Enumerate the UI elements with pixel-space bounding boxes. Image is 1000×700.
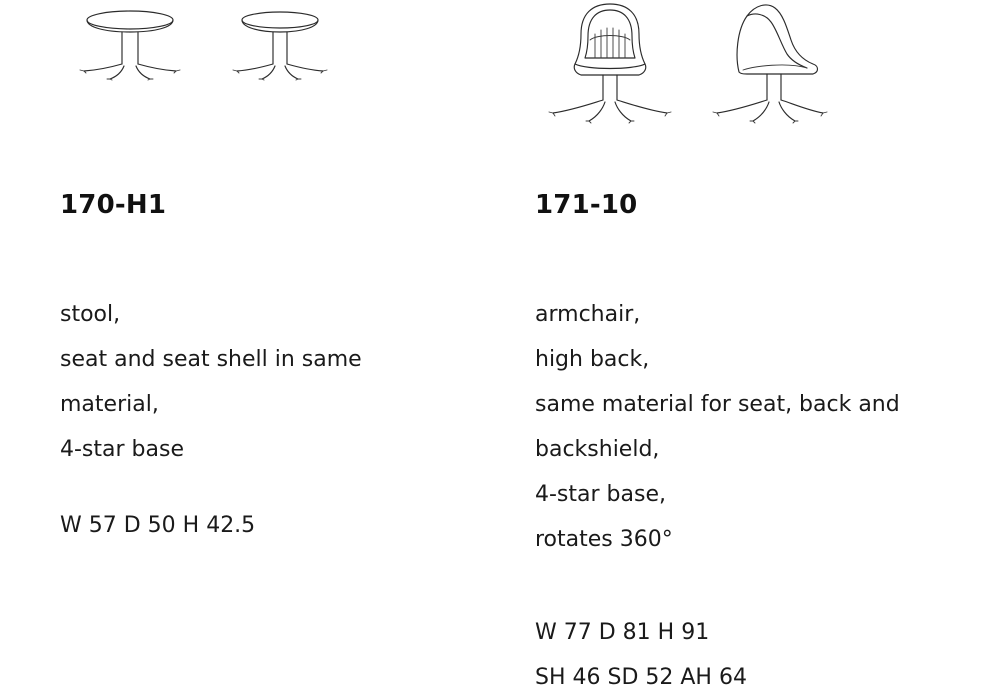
dimension-line: SH 46 SD 52 AH 64 [535, 665, 747, 690]
product-code-armchair: 171-10 [535, 190, 638, 220]
description-line: armchair, [535, 302, 641, 327]
product-dimensions-armchair [535, 610, 1000, 700]
armchair-side-view-drawing [695, 0, 845, 135]
product-card-armchair [535, 0, 1000, 700]
description-line: material, [60, 392, 159, 417]
description-line: rotates 360° [535, 527, 673, 552]
description-line: 4-star base, [535, 482, 666, 507]
description-line: same material for seat, back and [535, 392, 900, 417]
stool-side-view-drawing [210, 0, 350, 100]
dimension-line: W 57 D 50 H 42.5 [60, 513, 256, 538]
figure-row-stool [60, 0, 530, 140]
stool-front-view-drawing [60, 0, 200, 100]
armchair-front-view-drawing [535, 0, 685, 135]
description-line: high back, [535, 347, 650, 372]
description-line: seat and seat shell in same [60, 347, 362, 372]
figure-row-armchair [535, 0, 1000, 140]
product-card-stool [60, 0, 530, 700]
description-line: stool, [60, 302, 121, 327]
product-dimensions-stool [60, 503, 530, 548]
product-code-stool: 170-H1 [60, 190, 167, 220]
dimension-line: W 77 D 81 H 91 [535, 620, 710, 645]
product-description-armchair [535, 292, 1000, 562]
description-line: 4-star base [60, 437, 184, 462]
description-line: backshield, [535, 437, 660, 462]
product-description-stool [60, 292, 530, 472]
